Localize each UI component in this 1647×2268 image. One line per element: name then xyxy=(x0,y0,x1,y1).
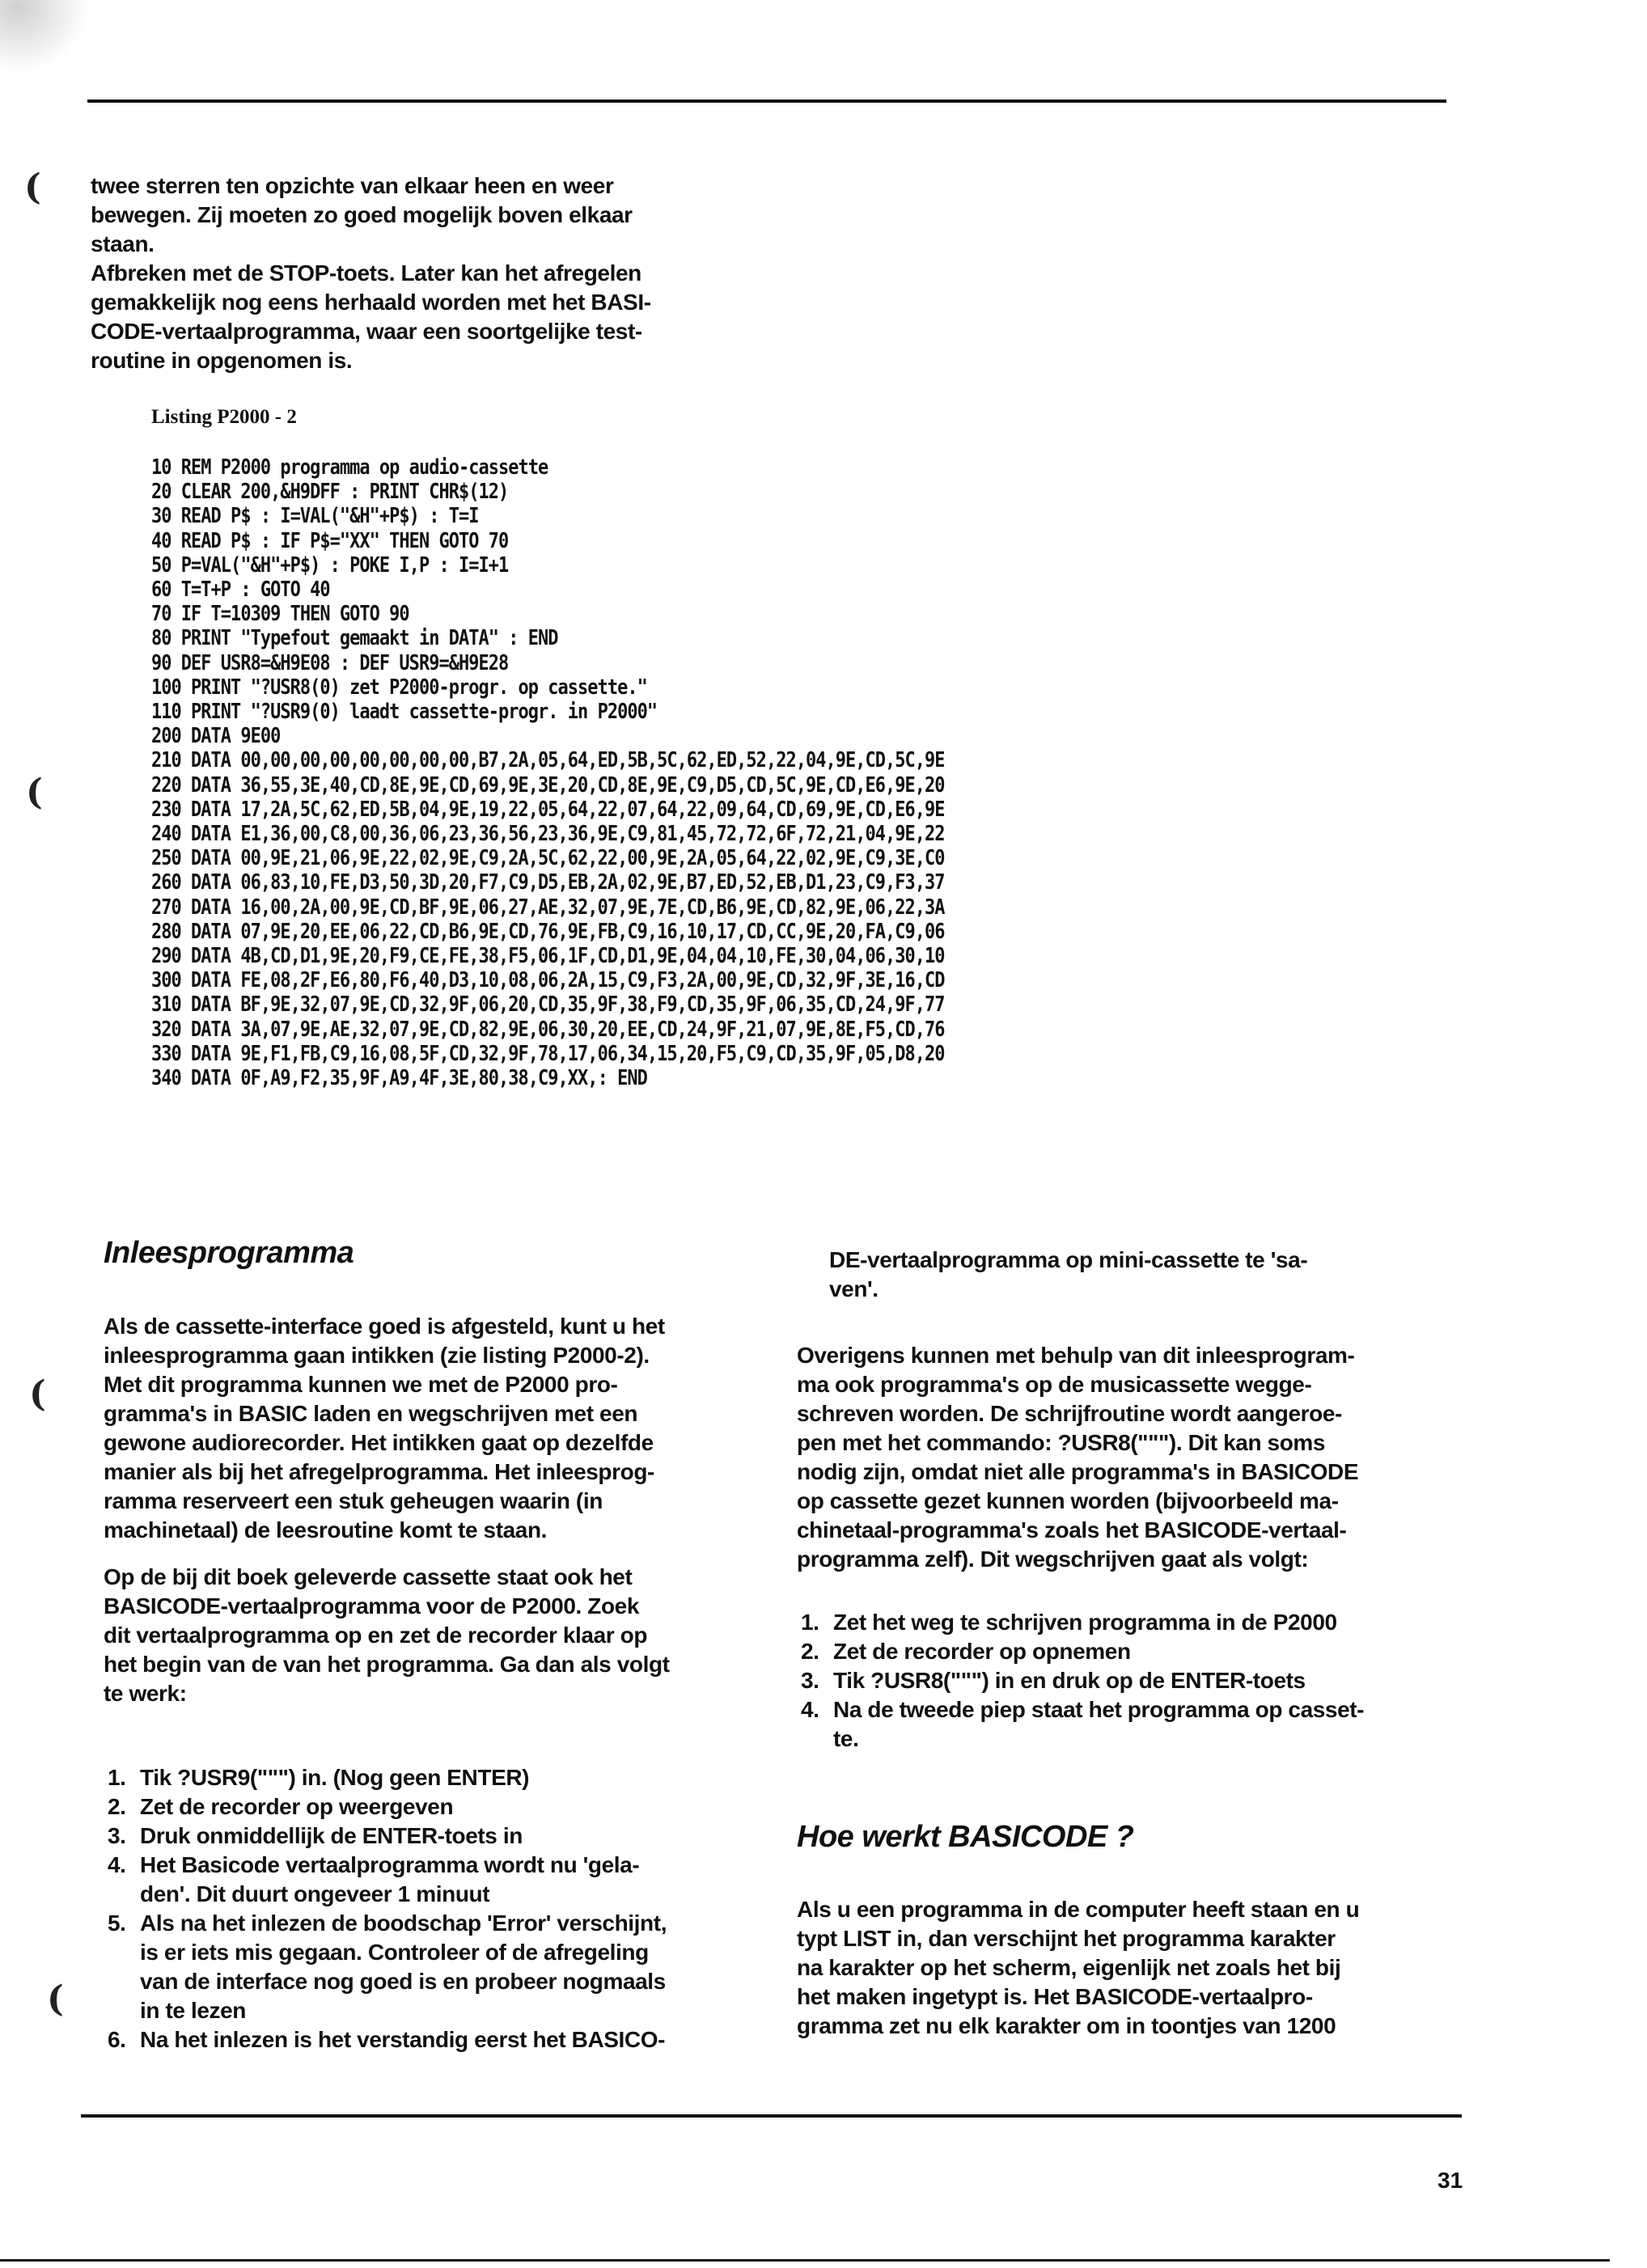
text-line: DE-vertaalprogramma op mini-cassette te 'sa- xyxy=(829,1247,1308,1272)
step-number: 4. xyxy=(801,1697,819,1722)
code-line: 30 READ P$ : I=VAL("&H"+P$) : T=I xyxy=(151,504,479,529)
text-line: gewone audiorecorder. Het intikken gaat op dezelfde xyxy=(104,1430,654,1455)
text-line: ramma reserveert een stuk geheugen waarin (in xyxy=(104,1488,603,1513)
code-line: 110 PRINT "?USR9(0) laadt cassette-progr. in P2000" xyxy=(151,700,658,725)
code-line: 80 PRINT "Typefout gemaakt in DATA" : END xyxy=(151,626,558,651)
step-number: 2. xyxy=(108,1794,126,1819)
step-text: Het Basicode vertaalprogramma wordt nu 'gela- xyxy=(140,1852,640,1877)
step-number: 5. xyxy=(108,1910,126,1936)
code-listing xyxy=(151,455,945,1090)
text-line: op cassette gezet kunnen worden (bijvoorbeeld ma- xyxy=(797,1488,1339,1513)
code-line: 300 DATA FE,08,2F,E6,80,F6,40,D3,10,08,06,2A,15,C9,F3,2A,00,9E,CD,32,9F,3E,16,CD xyxy=(151,968,945,993)
listing-title: Listing P2000 - 2 xyxy=(151,406,297,428)
step-text: Druk onmiddellijk de ENTER-toets in xyxy=(140,1823,523,1848)
step-item xyxy=(108,1792,740,1822)
text-line: typt LIST in, dan verschijnt het programma karakter xyxy=(797,1926,1336,1951)
text-line: schreven worden. De schrijfroutine wordt aangeroe- xyxy=(797,1401,1342,1426)
text-line: het begin van de van het programma. Ga dan als volgt xyxy=(104,1652,670,1677)
code-line: 90 DEF USR8=&H9E08 : DEF USR9=&H9E28 xyxy=(151,650,509,675)
step-number: 6. xyxy=(108,2027,126,2052)
code-line: 250 DATA 00,9E,21,06,9E,22,02,9E,C9,2A,5C,62,22,00,9E,2A,05,64,22,02,9E,C9,3E,C0 xyxy=(151,846,945,871)
step-text: in te lezen xyxy=(140,1998,246,2023)
step-text: is er iets mis gegaan. Controleer of de afregeling xyxy=(140,1940,649,1965)
code-line: 210 DATA 00,00,00,00,00,00,00,00,B7,2A,05,64,ED,5B,5C,62,ED,52,22,04,9E,CD,5C,9E xyxy=(151,748,945,773)
step-item xyxy=(108,2025,740,2054)
text-line: pen met het commando: ?USR8("""). Dit kan soms xyxy=(797,1430,1326,1455)
text-line: gemakkelijk nog eens herhaald worden met het BASI- xyxy=(91,290,651,315)
write-paragraph xyxy=(797,1341,1436,1574)
step-number: 1. xyxy=(801,1610,819,1635)
margin-mark: ( xyxy=(29,1373,46,1415)
step-6-continuation xyxy=(829,1246,1434,1304)
step-text: Na het inlezen is het verstandig eerst het BASICO- xyxy=(140,2027,666,2052)
intro-paragraph xyxy=(91,171,730,375)
text-line: CODE-vertaalprogramma, waar een soortgelijke test- xyxy=(91,319,642,344)
code-line: 50 P=VAL("&H"+P$) : POKE I,P : I=I+1 xyxy=(151,552,509,578)
step-text: te. xyxy=(833,1726,859,1751)
code-line: 240 DATA E1,36,00,C8,00,36,06,23,36,56,23,36,9E,C9,81,45,72,72,6F,72,21,04,9E,22 xyxy=(151,822,945,847)
code-line: 230 DATA 17,2A,5C,62,ED,5B,04,9E,19,22,05,64,22,07,64,22,09,64,CD,69,9E,CD,E6,9E xyxy=(151,797,945,822)
text-line: bewegen. Zij moeten zo goed mogelijk boven elkaar xyxy=(91,202,633,227)
step-number: 3. xyxy=(801,1668,819,1693)
step-item xyxy=(801,1695,1436,1754)
text-line: twee sterren ten opzichte van elkaar heen en weer xyxy=(91,173,614,198)
text-line: ven'. xyxy=(829,1276,879,1301)
page-edge-rule xyxy=(0,2259,1610,2262)
code-line: 70 IF T=10309 THEN GOTO 90 xyxy=(151,602,409,627)
text-line: inleesprogramma gaan intikken (zie listing P2000-2). xyxy=(104,1343,650,1368)
step-number: 1. xyxy=(108,1765,126,1790)
step-number: 3. xyxy=(108,1823,126,1848)
text-line: manier als bij het afregelprogramma. Het inleesprog- xyxy=(104,1459,654,1484)
step-text: Zet de recorder op opnemen xyxy=(833,1639,1131,1664)
code-line: 330 DATA 9E,F1,FB,C9,16,08,5F,CD,32,9F,78,17,06,34,15,20,F5,C9,CD,35,9F,05,D8,20 xyxy=(151,1041,945,1066)
top-rule xyxy=(87,99,1446,103)
margin-mark: ( xyxy=(47,1978,64,2020)
code-line: 10 REM P2000 programma op audio-cassette xyxy=(151,455,548,480)
step-text: Tik ?USR9(""") in. (Nog geen ENTER) xyxy=(140,1765,530,1790)
margin-mark: ( xyxy=(24,167,41,208)
code-line: 310 DATA BF,9E,32,07,9E,CD,32,9F,06,20,CD,35,9F,38,F9,CD,35,9F,06,35,CD,24,9F,77 xyxy=(151,992,945,1018)
code-line: 220 DATA 36,55,3E,40,CD,8E,9E,CD,69,9E,3E,20,CD,8E,9E,C9,D5,CD,5C,9E,CD,E6,9E,20 xyxy=(151,772,945,798)
code-line: 290 DATA 4B,CD,D1,9E,20,F9,CE,FE,38,F5,06,1F,CD,D1,9E,04,04,10,FE,30,04,06,30,10 xyxy=(151,944,945,969)
section-heading-inleesprogramma: Inleesprogramma xyxy=(104,1236,354,1270)
step-text: Na de tweede piep staat het programma op casset- xyxy=(833,1697,1365,1722)
text-line: gramma's in BASIC laden en wegschrijven met een xyxy=(104,1401,638,1426)
code-line: 280 DATA 07,9E,20,EE,06,22,CD,B6,9E,CD,76,9E,FB,C9,16,10,17,CD,CC,9E,20,FA,C9,06 xyxy=(151,919,945,944)
text-line: Als u een programma in de computer heeft staan en u xyxy=(797,1897,1360,1922)
bottom-rule xyxy=(81,2114,1462,2118)
text-line: nodig zijn, omdat niet alle programma's in BASICODE xyxy=(797,1459,1359,1484)
code-line: 40 READ P$ : IF P$="XX" THEN GOTO 70 xyxy=(151,528,509,553)
step-item xyxy=(801,1666,1436,1695)
text-line: BASICODE-vertaalprogramma voor de P2000. Zoek xyxy=(104,1593,640,1618)
step-text: Tik ?USR8(""") in en druk op de ENTER-toets xyxy=(833,1668,1306,1693)
section-heading-hoe-werkt-basicode: Hoe werkt BASICODE ? xyxy=(797,1820,1134,1854)
inlees-paragraph-1 xyxy=(104,1312,739,1545)
step-item xyxy=(108,1851,740,1909)
step-item xyxy=(108,1822,740,1851)
step-item xyxy=(108,1763,740,1792)
text-line: machinetaal) de leesroutine komt te staan. xyxy=(104,1517,548,1542)
code-line: 340 DATA 0F,A9,F2,35,9F,A9,4F,3E,80,38,C9,XX,: END xyxy=(151,1066,647,1091)
step-text: den'. Dit duurt ongeveer 1 minuut xyxy=(140,1881,490,1906)
code-line: 100 PRINT "?USR8(0) zet P2000-progr. op cassette." xyxy=(151,675,647,700)
text-line: te werk: xyxy=(104,1681,187,1706)
code-line: 270 DATA 16,00,2A,00,9E,CD,BF,9E,06,27,AE,32,07,9E,7E,CD,B6,9E,CD,82,9E,06,22,3A xyxy=(151,895,945,920)
text-line: het maken ingetypt is. Het BASICODE-vertaalpro- xyxy=(797,1984,1313,2009)
step-text: Als na het inlezen de boodschap 'Error' verschijnt, xyxy=(140,1910,667,1936)
load-steps-list xyxy=(108,1763,740,2054)
write-steps-list xyxy=(801,1608,1436,1754)
step-item xyxy=(108,1909,740,2025)
text-line: ma ook programma's op de musicassette wegge- xyxy=(797,1372,1312,1397)
text-line: na karakter op het scherm, eigenlijk net zoals het bij xyxy=(797,1955,1341,1980)
step-text: Zet het weg te schrijven programma in de P2000 xyxy=(833,1610,1337,1635)
text-line: dit vertaalprogramma op en zet de recorder klaar op xyxy=(104,1623,648,1648)
margin-mark: ( xyxy=(26,772,43,813)
text-line: Met dit programma kunnen we met de P2000 pro- xyxy=(104,1372,618,1397)
step-item xyxy=(801,1637,1436,1666)
step-number: 4. xyxy=(108,1852,126,1877)
step-text: Zet de recorder op weergeven xyxy=(140,1794,454,1819)
text-line: gramma zet nu elk karakter om in toontjes van 1200 xyxy=(797,2013,1336,2038)
text-line: chinetaal-programma's zoals het BASICODE-vertaal- xyxy=(797,1517,1347,1542)
scan-smudge xyxy=(0,0,89,73)
code-line: 320 DATA 3A,07,9E,AE,32,07,9E,CD,82,9E,06,30,20,EE,CD,24,9F,21,07,9E,8E,F5,CD,76 xyxy=(151,1017,945,1042)
inlees-paragraph-2 xyxy=(104,1563,739,1708)
text-line: staan. xyxy=(91,231,155,256)
text-line: Afbreken met de STOP-toets. Later kan het afregelen xyxy=(91,260,641,286)
code-line: 60 T=T+P : GOTO 40 xyxy=(151,578,330,603)
step-number: 2. xyxy=(801,1639,819,1664)
step-text: van de interface nog goed is en probeer nogmaals xyxy=(140,1969,666,1994)
code-line: 20 CLEAR 200,&H9DFF : PRINT CHR$(12) xyxy=(151,480,509,505)
text-line: programma zelf). Dit wegschrijven gaat als volgt: xyxy=(797,1547,1309,1572)
text-line: Als de cassette-interface goed is afgesteld, kunt u het xyxy=(104,1314,665,1339)
text-line: routine in opgenomen is. xyxy=(91,348,353,373)
text-line: Op de bij dit boek geleverde cassette staat ook het xyxy=(104,1564,633,1589)
code-line: 260 DATA 06,83,10,FE,D3,50,3D,20,F7,C9,D5,EB,2A,02,9E,B7,ED,52,EB,D1,23,C9,F3,37 xyxy=(151,870,945,895)
page-number: 31 xyxy=(1437,2168,1463,2193)
text-line: Overigens kunnen met behulp van dit inleesprogram- xyxy=(797,1343,1355,1368)
step-item xyxy=(801,1608,1436,1637)
code-line: 200 DATA 9E00 xyxy=(151,724,281,749)
basicode-paragraph xyxy=(797,1895,1436,2041)
